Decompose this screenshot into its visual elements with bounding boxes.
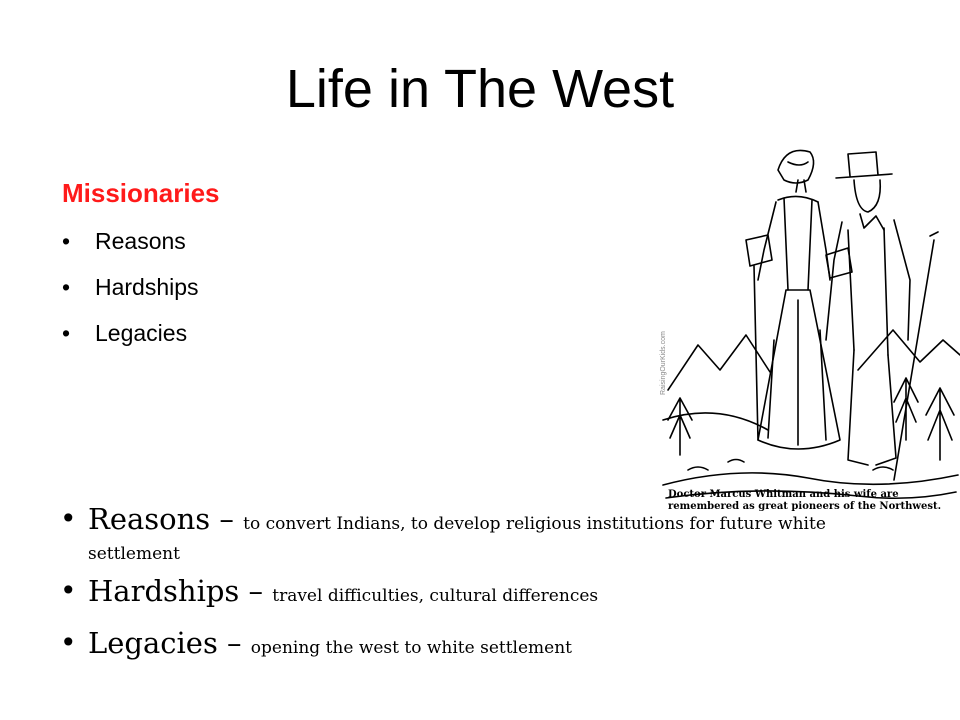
detail-heading: Reasons –	[88, 502, 244, 536]
detail-heading: Hardships –	[88, 574, 273, 608]
bullet-icon: •	[62, 320, 71, 346]
section-heading: Missionaries	[62, 178, 220, 208]
topic-label: Legacies	[95, 320, 188, 346]
detail-item-reasons	[60, 504, 920, 574]
topic-item-reasons	[62, 228, 199, 274]
bullet-icon: •	[62, 274, 71, 300]
bullet-icon: •	[60, 502, 77, 535]
topic-item-legacies	[62, 320, 199, 366]
topic-item-hardships	[62, 274, 199, 320]
topic-label: Reasons	[95, 228, 186, 254]
slide-title: Life in The West	[285, 59, 675, 119]
detail-list	[60, 504, 920, 668]
illustration-watermark: RaisingOurKids.com	[660, 331, 667, 395]
bullet-icon: •	[60, 574, 77, 607]
topic-label: Hardships	[95, 274, 199, 300]
bullet-icon: •	[60, 626, 77, 659]
detail-text: travel difficulties, cultural differences	[272, 586, 599, 606]
detail-heading: Legacies –	[88, 626, 251, 660]
detail-item-hardships	[60, 576, 920, 628]
topic-list	[62, 228, 199, 366]
detail-text: opening the west to white settlement	[250, 638, 573, 658]
missionary-couple-illustration	[658, 140, 960, 515]
detail-text: to convert Indians, to develop religious institutions for future white settlement	[88, 514, 826, 564]
illustration-caption: Doctor Marcus Whitman and his wife are remembered as great pioneers of the Northwest.	[668, 489, 942, 512]
bullet-icon: •	[62, 228, 71, 254]
detail-item-legacies	[60, 628, 920, 668]
